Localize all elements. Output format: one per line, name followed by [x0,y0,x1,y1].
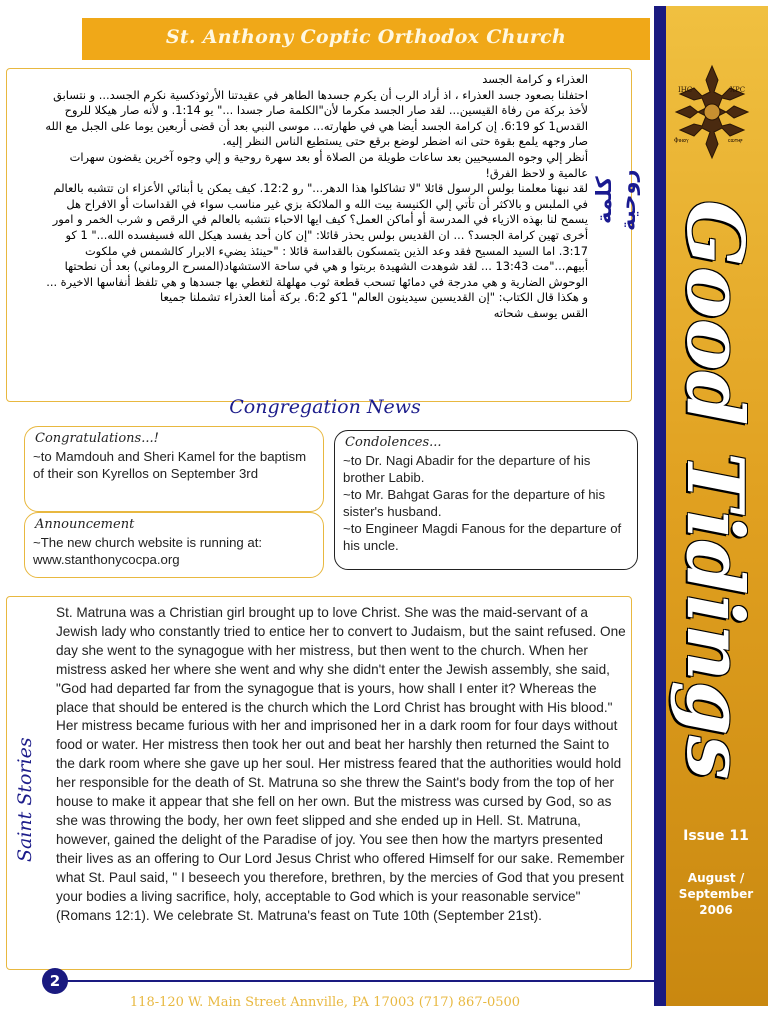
arabic-signature: القس يوسف شحاته [493,305,588,320]
arabic-paragraph: لقد نبهنا معلمنا بولس الرسول قائلا "لا تشاكلوا هذا الدهر..." رو 12:2. كيف يمكن يا أبنائي الأعزاء ان تتشبه بالعالم في الملبس و بالاكثر أن تأتي إلي الكنيسة بيت الله و الملائكة بزي غير مناسب سواء في القداسات أو الافراح هل يسمح لنا بهذه الازياء في المدرسة أو أماكن العمل؟ كيف ايها الاحباء نتشبه بالعالم في الرقص و شرب الخمر و امور أخرى تهين كرامة الجسد؟ ... ان القديس بولس يحذر قائلا: "إن كان أحد يفسد هيكل الله فسيفسده الله..." 1 كو 3:17. اما السيد المسيح فقد وعد الذين يتمسكون بالقداسة قائلا : "حينئذ يضيء الابرار كالشمس في ملكوت أبيهم..."مت 13:43 ... لقد شوهدت الشهيدة بربتوا و هي في ساحة الاستشهاد(المسرح الروماني) بعد أن نطحتها الوحوش الضارية و هي مدرجة في دمائها تسحب قطعة ثوب مهلهلة لتغطي بها جسدها و هي تلفظ أنفاسها الاخيرة ... و هكذا قال الكتاب: "إن القديسين سيدينون العالم" 1كو 6:2. بركة أمنا العذراء تشملنا جميعا [46,181,588,305]
announcement-text: ~The new church website is running at: www.stanthonycocpa.org [33,535,263,567]
footer-rule [60,980,656,982]
cross-label-ihc: IHC [678,86,693,94]
footer-address: 118-120 W. Main Street Annville, PA 17003 (717) 867-0500 [129,995,521,1010]
issue-date: August / September 2006 [678,871,754,917]
condolence-item: ~to Mr. Bahgat Garas for the departure of his sister's husband. [343,487,606,519]
congratulations-text: ~to Mamdouh and Sheri Kamel for the baptism of their son Kyrellos on September 3rd [33,449,307,481]
congratulations-box [24,426,324,512]
issue-number: Issue 11 [683,828,749,844]
cross-label-xpc: XPC [730,86,746,94]
condolences-box [334,430,638,570]
congratulations-heading: Congratulations...! [35,431,159,446]
saint-story-text: St. Matruna was a Christian girl brought up to love Christ. She was the maid-servant of a Jewish lady who constantly tried to entice her to convert to Judaism, but the saint refused. One day she went to the synagogue with her mistress, but then went to the church. When her mistress asked her where she went and why she didn't enter the Jewish assembly, she said, "God had departed far from the synagogue that is yours, how shall I enter it? Whereas the place that should be entered is the church which the Lord Christ has brought with His blood." Her mistress became furious with her and imprisoned her in a dark room for four days without food or water. Her mistress then took her out and beat her harshly then returned the Saint to the dark room where she gave up her soul. Her mistress feared that the authorities would hold her responsible for the death of St. Matruna so she threw the Saint's body from the top of her house to make it appear that she fell on her own. But the mistress was cursed by God, so as she was throwing the body, her own feet slipped and she ended up in Hell. St. Matruna, however, gained the delight of the Paradise of joy. You see then how the martyrs presented their lives as an offering to Our Lord Jesus Christ who offered Himself for our sake. Remember what St. Paul said, " I beseech you therefore, brethren, by the mercies of God that you present your bodies a living sacrifice, holy, acceptable to God which is your reasonable service" (Romans 12:1). We celebrate St. Matruna's feast on Tute 10th (September 21st). [56,605,626,923]
page-number: 2 [42,968,68,994]
coptic-cross-icon [664,62,760,162]
arabic-article [44,72,588,392]
announcement-box [24,512,324,578]
cross-label-3: Ⲫⲓⲛⲟⲩ [674,137,689,144]
saint-stories-label: Saint Stories [14,737,36,863]
announcement-heading: Announcement [35,517,135,532]
arabic-paragraph: احتفلنا بصعود جسد العذراء ، اذ أراد الرب أن يكرم جسدها الطاهر في عقيدتنا الأرثوذكسية نكرم الجسد... و نتسابق لأخذ بركة من رفاة القيسين... لقد صار الجسد مكرما لأن"الكلمة صار جسدا ..." يو 1:14. و لأنه صار هيكلا للروح القدس1 كو 6:19. إن كرامة الجسد أيضا هي في طهارته... موسى النبي بعد أن قضى أربعين يوما على الجبل مع الله صار وجهه يلمع بقوة حتى انه اضطر لوضع برقع حتى يستطيع الناس النظر إليه. [45,87,588,149]
news-title: Congregation News [229,396,421,418]
arabic-paragraph: العذراء و كرامة الجسد [482,72,588,86]
arabic-side-title: كلمة روحية [592,169,640,231]
condolences-heading: Condolences... [345,435,442,450]
condolence-item: ~to Engineer Magdi Fanous for the departure of his uncle. [343,521,622,553]
masthead-title: Good Tidings [669,200,760,780]
condolence-item: ~to Dr. Nagi Abadir for the departure of his brother Labib. [343,453,591,485]
church-name: St. Anthony Coptic Orthodox Church [165,26,567,48]
cross-label-4: ⲥⲱⲧⲏⲣ [728,137,743,144]
header-banner [82,18,650,60]
arabic-paragraph: أنظر إلي وجوه المسيحيين بعد ساعات طويلة من الصلاة أو بعد سهرة روحية و إلي وجوه آخرين يقضون سهرات عالمية و لاحظ الفرق! [69,149,588,180]
